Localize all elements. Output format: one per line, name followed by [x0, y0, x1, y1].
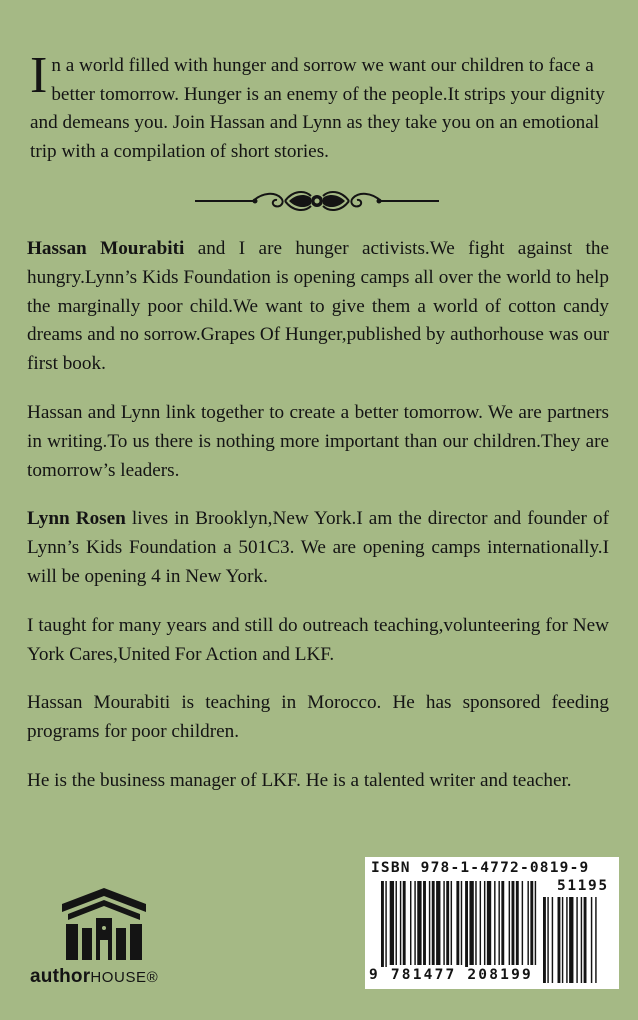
barcode-bar	[429, 881, 430, 965]
addon-bar	[562, 897, 563, 983]
barcode-bar	[446, 881, 449, 965]
bio-paragraph-5: Hassan Mourabiti is teaching in Morocco. He has sponsored feeding programs for poor children.	[27, 692, 609, 743]
barcode-bar	[535, 881, 536, 965]
bio-section	[27, 235, 609, 816]
barcode-bar	[390, 881, 394, 965]
barcode-bar	[522, 881, 523, 965]
addon-bar	[547, 897, 548, 983]
publisher-name: authorHOUSE®	[30, 966, 159, 987]
addon-bar	[576, 897, 577, 983]
authorhouse-logo-icon	[58, 888, 150, 960]
barcode-bar	[381, 881, 384, 973]
barcode-bar	[396, 881, 397, 965]
barcode-bar	[436, 881, 440, 965]
addon-bar	[581, 897, 582, 983]
addon-bar	[543, 897, 546, 983]
barcode-bar	[385, 881, 386, 973]
publisher-logo	[30, 888, 186, 998]
barcode-bar	[432, 881, 435, 965]
barcode-bar	[423, 881, 426, 965]
addon-bar	[591, 897, 592, 983]
addon-bar	[552, 897, 553, 983]
barcode-bar	[498, 881, 499, 965]
barcode-bar	[475, 881, 476, 965]
barcode-bar	[509, 881, 510, 965]
barcode-bar	[461, 881, 462, 965]
name-lynn: Lynn Rosen	[27, 508, 126, 530]
barcode-bar	[512, 881, 515, 965]
bio-paragraph-3: Lynn Rosen lives in Brooklyn,New York.I am the director and founder of Lynn’s Kids Foundation a 501C3. We are opening camps internationally.I will be opening 4 in New York.	[27, 508, 609, 587]
bio-paragraph-2: Hassan and Lynn link together to create a better tomorrow. We are partners in writing.To us there is nothing more important than our children.They are tomorrow’s leaders.	[27, 401, 609, 481]
barcode-bar	[414, 881, 415, 965]
addon-bar	[569, 897, 573, 983]
barcode-bar	[494, 881, 495, 965]
addon-bar	[595, 897, 596, 983]
addon-bar	[566, 897, 567, 983]
barcode-bar	[443, 881, 444, 965]
bio-paragraph-4: I taught for many years and still do outreach teaching,volunteering for New York Cares,United For Action and LKF.	[27, 614, 609, 665]
intro-text: n a world filled with hunger and sorrow we want our children to face a better tomorrow. Hunger is an enemy of the people.It strips your dignity and demeans you. Join Hassan and Lynn as they take you on an emotional trip with a compilation of short stories.	[30, 55, 605, 162]
barcode-bar	[527, 881, 528, 965]
barcode-bar	[400, 881, 401, 965]
name-hassan: Hassan Mourabiti	[27, 238, 185, 259]
scroll-divider-icon	[193, 184, 441, 218]
addon-bar	[584, 897, 587, 983]
ean-digits: 9 781477 208199	[369, 967, 533, 983]
barcode-bar	[410, 881, 411, 965]
barcode-bar	[456, 881, 459, 965]
barcode-bar	[451, 881, 452, 965]
isbn-label: ISBN 978-1-4772-0819-9	[371, 860, 590, 876]
drop-cap: I	[30, 47, 48, 104]
barcode-bar	[516, 881, 519, 965]
barcode-bar	[487, 881, 491, 965]
price-code: 51195	[557, 878, 609, 894]
barcode-bar	[530, 881, 533, 965]
barcode-bar	[465, 881, 468, 973]
addon-bar	[558, 897, 561, 983]
isbn-barcode	[365, 857, 619, 989]
barcode-bar	[417, 881, 421, 965]
barcode-bar	[403, 881, 406, 965]
bio-paragraph-1: Hassan Mourabiti and I are hunger activists.We fight against the hungry.Lynn’s Kids Foundation is opening camps all over the world to help the marginally poor child.We want to give them a world of cotton candy dreams and no sorrow.Grapes Of Hunger,published by authorhouse was our first book.	[27, 238, 609, 375]
intro-paragraph	[30, 47, 616, 166]
barcode-bar	[484, 881, 485, 965]
barcode-bar	[480, 881, 481, 965]
barcode-bar	[501, 881, 504, 965]
bio-paragraph-6: He is the business manager of LKF. He is a talented writer and teacher.	[27, 769, 572, 791]
barcode-bar	[469, 881, 473, 965]
